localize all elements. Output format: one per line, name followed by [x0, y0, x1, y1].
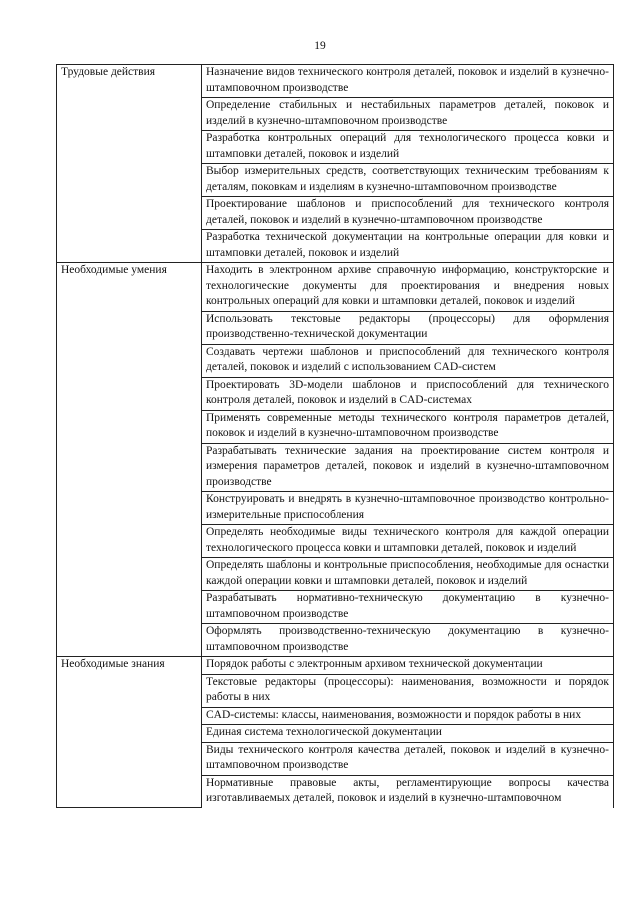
- section-item: Выбор измерительных средств, соответствующих техническим требованиям к деталям, поковкам и изделиям в кузнечно-штамповочном производстве: [202, 164, 614, 197]
- table-row: [57, 263, 614, 312]
- section-item: Конструировать и внедрять в кузнечно-штамповочное производство контрольно-измерительные приспособления: [202, 492, 614, 525]
- section-item: Оформлять производственно-техническую документацию в кузнечно-штамповочном производстве: [202, 624, 614, 657]
- page-number: 19: [314, 40, 326, 52]
- section-item: Нормативные правовые акты, регламентирующие вопросы качества изготавливаемых деталей, поковок и изделий в кузнечно-штамповочном: [202, 775, 614, 808]
- section-item: Находить в электронном архиве справочную информацию, конструкторские и технологические документы для проектирования и внедрения новых контрольных операций для ковки и штамповки деталей, поковок и изделий: [202, 263, 614, 312]
- section-label: Необходимые знания: [57, 657, 202, 808]
- competency-table: [56, 64, 614, 808]
- section-item: Виды технического контроля качества деталей, поковок и изделий в кузнечно-штамповочном производстве: [202, 742, 614, 775]
- section-item: Создавать чертежи шаблонов и приспособлений для технического контроля деталей, поковок и изделий с использованием CAD-систем: [202, 344, 614, 377]
- section-item: Назначение видов технического контроля деталей, поковок и изделий в кузнечно-штамповочном производстве: [202, 65, 614, 98]
- section-item: Разрабатывать нормативно-техническую документацию в кузнечно-штамповочном производстве: [202, 591, 614, 624]
- section-item: Разрабатывать технические задания на проектирование систем контроля и измерения параметров деталей, поковок и изделий в кузнечно-штамповочном производстве: [202, 443, 614, 492]
- table-body: [57, 65, 614, 808]
- section-item: Проектировать 3D-модели шаблонов и приспособлений для технического контроля деталей, поковок и изделий в CAD-системах: [202, 377, 614, 410]
- section-item: Определение стабильных и нестабильных параметров деталей, поковок и изделий в кузнечно-штамповочном производстве: [202, 98, 614, 131]
- section-label: Трудовые действия: [57, 65, 202, 263]
- section-item: Разработка технической документации на контрольные операции для ковки и штамповки деталей, поковок и изделий: [202, 230, 614, 263]
- section-item: Использовать текстовые редакторы (процессоры) для оформления производственно-технической документации: [202, 311, 614, 344]
- section-item: Единая система технологической документации: [202, 725, 614, 743]
- section-item: Определять необходимые виды технического контроля для каждой операции технологического процесса ковки и штамповки деталей, поковок и изделий: [202, 525, 614, 558]
- section-item: Разработка контрольных операций для технологического процесса ковки и штамповки деталей, поковок и изделий: [202, 131, 614, 164]
- section-item: Порядок работы с электронным архивом технической документации: [202, 657, 614, 675]
- section-item: CAD-системы: классы, наименования, возможности и порядок работы в них: [202, 707, 614, 725]
- section-label: Необходимые умения: [57, 263, 202, 657]
- section-item: Проектирование шаблонов и приспособлений для технического контроля деталей, поковок и изделий в кузнечно-штамповочном производстве: [202, 197, 614, 230]
- section-item: Текстовые редакторы (процессоры): наименования, возможности и порядок работы в них: [202, 674, 614, 707]
- section-item: Определять шаблоны и контрольные приспособления, необходимые для оснастки каждой операции ковки и штамповки деталей, поковок и изделий: [202, 558, 614, 591]
- table-row: [57, 65, 614, 98]
- section-item: Применять современные методы технического контроля параметров деталей, поковок и изделий в кузнечно-штамповочном производстве: [202, 410, 614, 443]
- table-row: [57, 657, 614, 675]
